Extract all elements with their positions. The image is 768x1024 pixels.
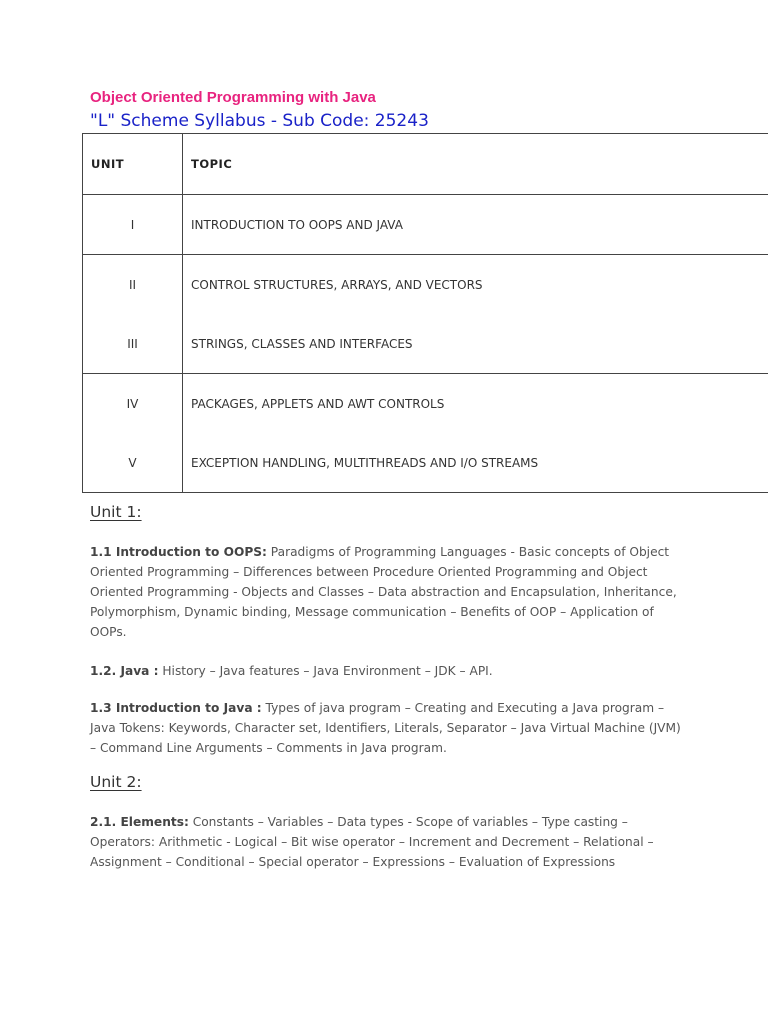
section-text: Types of java program – Creating and Executing a Java program – Java Tokens: Keywords, Character set, Identifiers, Literals, Separator – Java Virtual Machine (JVM) – Command Line Arguments – Comments in Java program. [90, 701, 681, 755]
topic-cell: STRINGS, CLASSES AND INTERFACES [191, 336, 413, 351]
section-label: 2.1. Elements: [90, 815, 189, 829]
topic-cell: INTRODUCTION TO OOPS AND JAVA [183, 195, 768, 255]
unit-2-heading: Unit 2: [90, 773, 142, 791]
unit-cell: II [83, 255, 183, 315]
section-text: Constants – Variables – Data types - Scope of variables – Type casting – Operators: Arithmetic - Logical – Bit wise operator – Increment and Decrement – Relational – Assignment – Conditional – Special operator – Expressions – Evaluation of Expressions [90, 815, 654, 869]
section-label: 1.3 Introduction to Java : [90, 701, 262, 715]
table-row [83, 314, 768, 374]
section-1-1 [90, 542, 690, 642]
topic-cell: PACKAGES, APPLETS AND AWT CONTROLS [183, 374, 768, 434]
unit-cell: V [83, 433, 183, 493]
table-row [83, 374, 768, 434]
table-row [83, 433, 768, 493]
section-text: Paradigms of Programming Languages - Basic concepts of Object Oriented Programming – Differences between Procedure Oriented Programming and Object Oriented Programming - Objects and Classes – Data abstraction and Encapsulation, Inheritance, Polymorphism, Dynamic binding, Message communication – Benefits of OOP – Application of OOPs. [90, 545, 677, 639]
doc-title: Object Oriented Programming with Java [90, 89, 376, 106]
table-row [83, 255, 768, 315]
column-header-topic: TOPIC [191, 157, 233, 171]
section-text: History – Java features – Java Environment – JDK – API. [158, 664, 493, 678]
section-2-1 [90, 812, 690, 872]
syllabus-table [82, 133, 768, 493]
unit-1-heading: Unit 1: [90, 503, 142, 521]
topic-cell: EXCEPTION HANDLING, MULTITHREADS AND I/O STREAMS [191, 455, 539, 470]
column-header-unit: UNIT [83, 134, 183, 195]
unit-cell: IV [83, 374, 183, 434]
table-row [83, 195, 768, 255]
unit-cell: I [83, 195, 183, 255]
section-label: 1.1 Introduction to OOPS: [90, 545, 267, 559]
unit-cell: III [83, 314, 183, 374]
topic-cell: CONTROL STRUCTURES, ARRAYS, AND VECTORS [183, 255, 768, 315]
doc-subtitle: "L" Scheme Syllabus - Sub Code: 25243 [90, 111, 429, 131]
section-1-3 [90, 698, 690, 758]
table-header-row [83, 134, 768, 195]
section-label: 1.2. Java : [90, 664, 159, 678]
section-1-2 [90, 661, 690, 681]
